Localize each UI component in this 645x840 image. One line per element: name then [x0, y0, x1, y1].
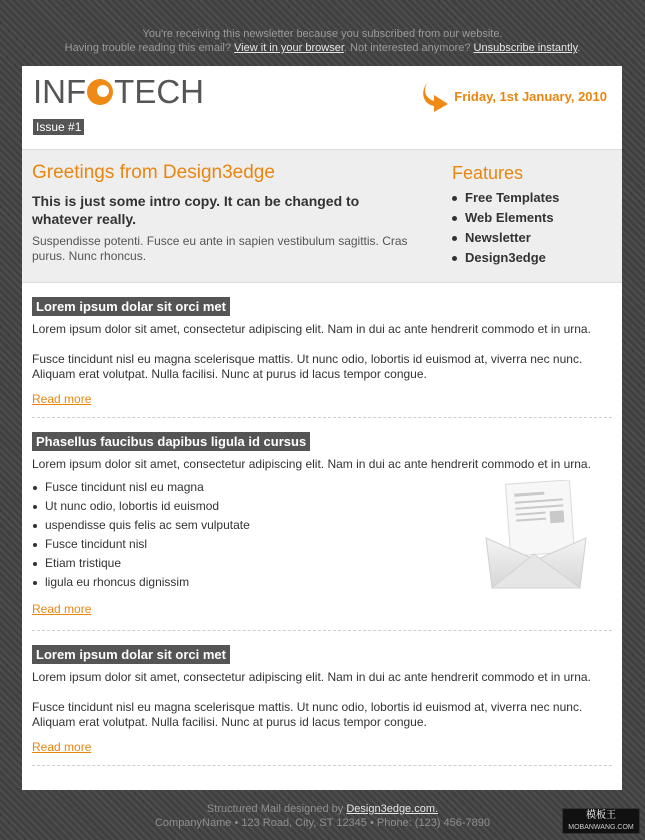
features-box [452, 162, 612, 268]
credit-text: Structured Mail designed by [206, 803, 344, 815]
date-block [422, 80, 607, 112]
feature-item: Web Elements [452, 208, 612, 228]
company-address: CompanyName • 123 Road, City, ST 12345 • Phone: (123) 456-7890 [154, 817, 491, 829]
not-interested-text: . Not interested anymore? [343, 42, 471, 54]
logo-text-start: INF [33, 73, 87, 110]
issue-badge: Issue #1 [33, 119, 84, 135]
article-divider [32, 630, 612, 631]
article-paragraph: Lorem ipsum dolor sit amet, consectetur adipiscing elit. Nam in dui ac ante hendrerit commodo et in urna. [32, 457, 591, 471]
watermark-url: MOBANWANG.COM [568, 824, 634, 831]
credit-line [0, 802, 645, 816]
subscription-notice [0, 27, 645, 55]
newsletter-header [22, 66, 622, 149]
article-title: Lorem ipsum dolar sit orci met [32, 645, 230, 664]
subscription-reason: You're receiving this newsletter because you subscribed from our website. [142, 28, 503, 40]
watermark-badge [562, 808, 640, 834]
article-paragraph: Lorem ipsum dolor sit amet, consectetur adipiscing elit. Nam in dui ac ante hendrerit commodo et in urna. [32, 670, 591, 684]
list-item: Fusce tincidunt nisl [32, 535, 612, 554]
article-divider [32, 765, 612, 766]
article-divider [32, 417, 612, 418]
feature-item: Free Templates [452, 188, 612, 208]
newsletter-footer [0, 802, 645, 830]
article-3 [32, 645, 612, 756]
article-1 [32, 297, 612, 408]
logo-text-end: TECH [114, 73, 205, 110]
read-more-link[interactable]: Read more [32, 602, 92, 616]
view-in-browser-link[interactable]: View it in your browser [234, 42, 344, 54]
greeting-heading: Greetings from Design3edge [32, 162, 275, 183]
logo-o-icon [87, 79, 113, 105]
intro-lead: This is just some intro copy. It can be changed to whatever really. [32, 193, 360, 227]
issue-date: Friday, 1st January, 2010 [454, 88, 607, 104]
trouble-text: Having trouble reading this email? [64, 42, 231, 54]
intro-panel [22, 149, 622, 283]
trouble-line [0, 41, 645, 55]
intro-body: Suspendisse potenti. Fusce eu ante in sapien vestibulum sagittis. Cras purus. Nunc rhoncus. [32, 234, 408, 263]
list-item: Etiam tristique [32, 554, 612, 573]
feature-item: Newsletter [452, 228, 612, 248]
feature-item: Design3edge [452, 248, 612, 268]
list-item: Fusce tincidunt nisl eu magna [32, 478, 612, 497]
infotech-logo [33, 72, 204, 112]
article-title: Lorem ipsum dolar sit orci met [32, 297, 230, 316]
list-item: uspendisse quis felis ac sem vulputate [32, 516, 612, 535]
read-more-link[interactable]: Read more [32, 392, 92, 406]
designer-link[interactable]: Design3edge.com. [346, 803, 439, 815]
list-item: Ut nunc odio, lobortis id euismod [32, 497, 612, 516]
curved-arrow-icon [422, 80, 450, 112]
newsletter-sheet [22, 66, 622, 790]
article-paragraph: Fusce tincidunt nisl eu magna scelerisque mattis. Ut nunc odio, lobortis id euismod at, viverra nec nunc. Aliquam erat volutpat. Nulla facilisi. Nunc at purus id lacus tempor congue. [32, 700, 583, 729]
unsubscribe-link[interactable]: Unsubscribe instantly [473, 42, 578, 54]
read-more-link[interactable]: Read more [32, 740, 92, 754]
features-heading: Features [452, 163, 524, 183]
intro-copy [32, 162, 412, 264]
features-list [452, 188, 612, 268]
article-paragraph: Lorem ipsum dolor sit amet, consectetur adipiscing elit. Nam in dui ac ante hendrerit commodo et in urna. [32, 322, 591, 336]
trouble-suffix: . [577, 42, 581, 54]
envelope-icon [484, 480, 588, 592]
article-title: Phasellus faucibus dapibus ligula id cursus [32, 432, 310, 451]
watermark-title: 模板王 [586, 810, 616, 821]
list-item: ligula eu rhoncus dignissim [32, 573, 612, 592]
article-paragraph: Fusce tincidunt nisl eu magna scelerisque mattis. Ut nunc odio, lobortis id euismod at, viverra nec nunc. Aliquam erat volutpat. Nulla facilisi. Nunc at purus id lacus tempor congue. [32, 352, 583, 381]
